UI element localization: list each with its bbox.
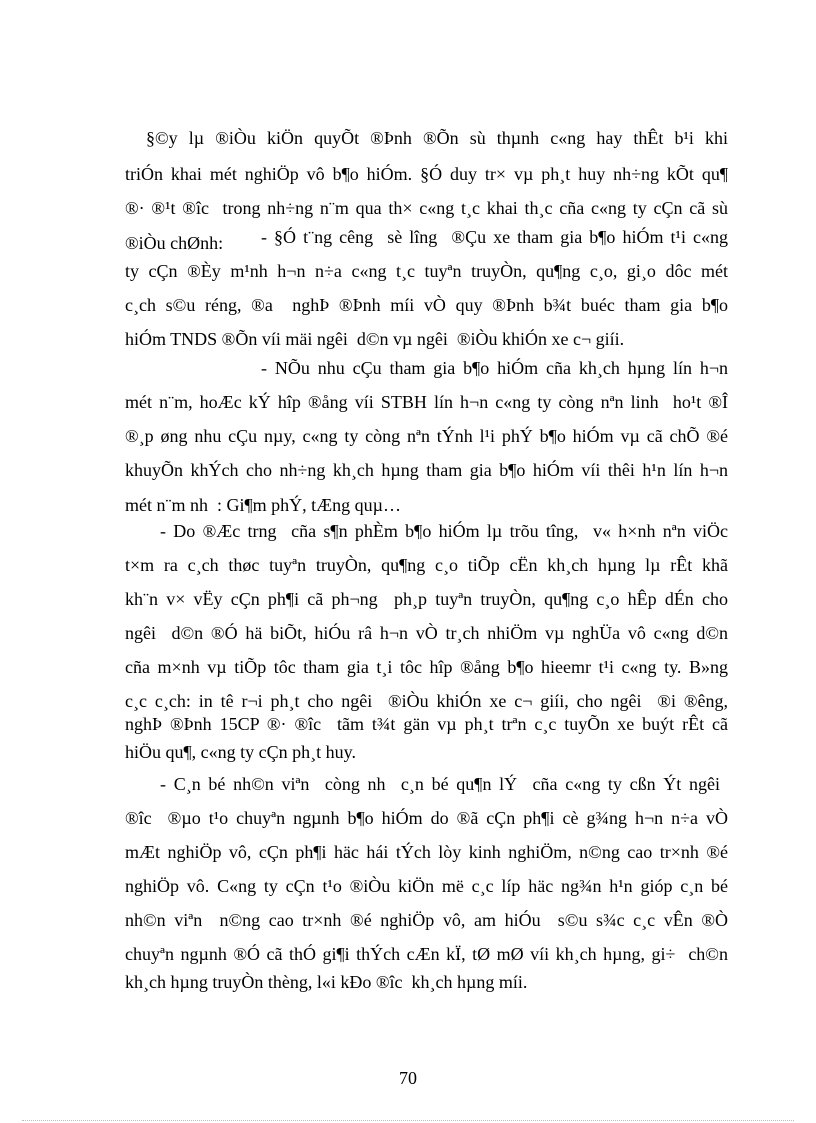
text-line: kh¨n v× vËy cÇn ph¶i cã ph¬ng ph¸p tuyªn truyÒn, qu¶ng c¸o hÊp dÉn cho bbox=[125, 589, 728, 609]
text-line: c¸c c¸ch: in tê r¬i ph¸t cho ngêi ®iÒu khiÓn xe c¬ giíi, cho ngêi ®i ®êng, bbox=[125, 691, 728, 711]
text-line: nh©n viªn n©ng cao tr×nh ®é nghiÖp vô, am hiÓu s©u s¾c c¸c vÊn ®Ò bbox=[125, 910, 728, 930]
text-line: - Do ®Æc trng cña s¶n phÈm b¶o hiÓm lµ trõu tîng, v« h×nh nªn viÖc bbox=[160, 521, 728, 541]
text-line: - C¸n bé nh©n viªn còng nh c¸n bé qu¶n lÝ cña c«ng ty cßn Ýt ngêi bbox=[160, 774, 720, 794]
text-line: nghiÖp vô. C«ng ty cÇn t¹o ®iÒu kiÖn më c¸c líp häc ng¾n h¹n gióp c¸n bé bbox=[125, 876, 728, 896]
text-line: - NÕu nhu cÇu tham gia b¶o hiÓm cña kh¸ch hµng lín h¬n bbox=[261, 358, 728, 378]
text-line: ®· ®¹t ®îc trong nh÷ng n¨m qua th× c«ng t¸c khai th¸c cña c«ng ty cÇn cã sù bbox=[125, 198, 728, 218]
text-line: hiÓm TNDS ®Õn víi mäi ngêi d©n vµ ngêi ®iÒu khiÓn xe c¬ giíi. bbox=[125, 329, 625, 349]
text-line: mét n¨m nh : Gi¶m phÝ, tÆng quµ… bbox=[125, 495, 402, 515]
text-line: t×m ra c¸ch thøc tuyªn truyÒn, qu¶ng c¸o tiÕp cËn kh¸ch hµng lµ rÊt khã bbox=[125, 555, 728, 575]
text-line: nghÞ ®Þnh 15CP ®· ®îc tãm t¾t gän vµ ph¸t trªn c¸c tuyÕn xe buýt rÊt cã bbox=[125, 714, 728, 734]
page-number: 70 bbox=[399, 1068, 417, 1088]
text-line: ®¸p øng nhu cÇu nµy, c«ng ty còng nªn tÝnh l¹i phÝ b¶o hiÓm vµ cã chÕ ®é bbox=[125, 426, 728, 446]
text-line: chuyªn ngµnh ®Ó cã thÓ gi¶i thÝch cÆn kÏ, tØ mØ víi kh¸ch hµng, gi÷ ch©n bbox=[125, 944, 728, 964]
text-line: ®îc ®µo t¹o chuyªn ngµnh b¶o hiÓm do ®ã cÇn ph¶i cè g¾ng h¬n n÷a vÒ bbox=[125, 808, 728, 828]
text-line: ngêi d©n ®Ó hä biÕt, hiÓu râ h¬n vÒ tr¸ch nhiÖm vµ nghÜa vô c«ng d©n bbox=[125, 623, 728, 643]
text-line: mÆt nghiÖp vô, cÇn ph¶i häc hái tÝch lòy kinh nghiÖm, n©ng cao tr×nh ®é bbox=[125, 842, 728, 862]
text-line: mét n¨m, hoÆc kÝ hîp ®ång víi STBH lín h¬n c«ng ty còng nªn linh ho¹t ®Î bbox=[125, 392, 728, 412]
text-line: triÓn khai mét nghiÖp vô b¶o hiÓm. §Ó duy tr× vµ ph¸t huy nh÷ng kÕt qu¶ bbox=[125, 164, 728, 184]
text-line: khuyÕn khÝch cho nh÷ng kh¸ch hµng tham gia b¶o hiÓm víi thêi h¹n lín h¬n bbox=[125, 460, 728, 480]
text-line: c¸ch s©u réng, ®a nghÞ ®Þnh míi vÒ quy ®Þnh b¾t buéc tham gia b¶o bbox=[125, 295, 728, 315]
text-line: §©y lµ ®iÒu kiÖn quyÕt ®Þnh ®Õn sù thµnh c«ng hay thÊt b¹i khi bbox=[146, 128, 728, 148]
text-line: kh¸ch hµng truyÒn thèng, l«i kÐo ®îc kh¸ch hµng míi. bbox=[125, 972, 528, 992]
text-line: ®iÒu chØnh: bbox=[125, 233, 224, 253]
text-line: ty cÇn ®Èy m¹nh h¬n n÷a c«ng t¸c tuyªn truyÒn, qu¶ng c¸o, gi¸o dôc mét bbox=[125, 261, 728, 281]
footer-divider bbox=[22, 1120, 794, 1121]
text-line: - §Ó t¨ng cêng sè lîng ®Çu xe tham gia b¶o hiÓm t¹i c«ng bbox=[261, 227, 728, 247]
text-line: cña m×nh vµ tiÕp tôc tham gia t¸i tôc hîp ®ång b¶o hieemr t¹i c«ng ty. B»ng bbox=[125, 657, 728, 677]
text-line: hiÖu qu¶, c«ng ty cÇn ph¸t huy. bbox=[125, 742, 356, 762]
